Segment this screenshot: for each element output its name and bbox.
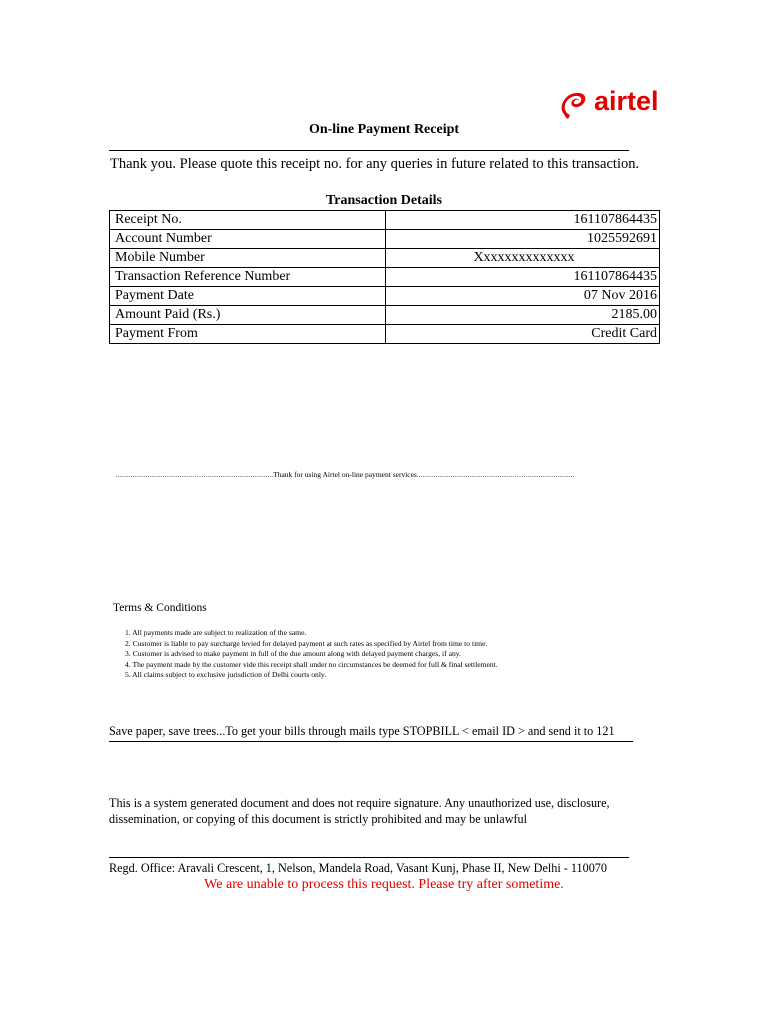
error-message: We are unable to process this request. Please try after sometime. bbox=[204, 877, 564, 892]
terms-title: Terms & Conditions bbox=[113, 602, 207, 614]
save-paper-text: Save paper, save trees...To get your bills through mails type STOPBILL < email ID > and send it to 121 bbox=[109, 724, 615, 738]
registered-office-text: Regd. Office: Aravali Crescent, 1, Nelson, Mandela Road, Vasant Kunj, Phase II, New Delhi - 110070 bbox=[109, 861, 607, 875]
transaction-reference-value: 161107864435 bbox=[386, 268, 660, 287]
list-item: 3. Customer is advised to make payment in full of the due amount along with delayed payment charges, if any. bbox=[125, 649, 461, 658]
thank-for-using-text: Thank for using Airtel on-line payment services bbox=[273, 470, 417, 479]
table-row bbox=[110, 306, 660, 325]
receipt-number-value: 161107864435 bbox=[386, 211, 660, 230]
row-label: Transaction Reference Number bbox=[110, 268, 386, 287]
airtel-swirl-icon bbox=[556, 88, 592, 124]
table-row bbox=[110, 249, 660, 268]
table-row bbox=[110, 287, 660, 306]
table-row bbox=[110, 325, 660, 344]
amount-paid-value: 2185.00 bbox=[386, 306, 660, 325]
list-item: 4. The payment made by the customer vide this receipt shall under no circumstances be deemed for full & final settlement. bbox=[125, 659, 498, 669]
save-paper-underline bbox=[109, 741, 633, 742]
dotted-leader: .................................................................................... bbox=[416, 470, 575, 479]
row-label: Receipt No. bbox=[110, 211, 386, 230]
account-number-value: 1025592691 bbox=[386, 230, 660, 249]
payment-date-value: 07 Nov 2016 bbox=[386, 287, 660, 306]
thank-you-text: Thank you. Please quote this receipt no. for any queries in future related to this transaction. bbox=[110, 156, 640, 172]
dotted-leader: .................................................................................... bbox=[115, 470, 274, 479]
table-row bbox=[110, 211, 660, 230]
row-label: Payment From bbox=[110, 325, 386, 344]
table-row bbox=[110, 230, 660, 249]
table-row bbox=[110, 268, 660, 287]
terms-list bbox=[125, 628, 498, 681]
row-label: Amount Paid (Rs.) bbox=[110, 306, 386, 325]
list-item: 2. Customer is liable to pay surcharge levied for delayed payment at such rates as specified by Airtel from time to time. bbox=[125, 638, 488, 648]
transaction-details-table bbox=[109, 210, 660, 344]
payment-from-value: Credit Card bbox=[386, 325, 660, 344]
transaction-details-title: Transaction Details bbox=[325, 193, 442, 208]
thank-you-dotted-line bbox=[115, 470, 575, 479]
row-label: Payment Date bbox=[110, 287, 386, 306]
list-item: 5. All claims subject to exclusive jurisdiction of Delhi courts only. bbox=[125, 670, 327, 679]
title-divider bbox=[109, 150, 629, 151]
list-item: 1. All payments made are subject to realization of the same. bbox=[125, 628, 307, 637]
row-label: Mobile Number bbox=[110, 249, 386, 268]
footer-divider bbox=[109, 857, 629, 858]
receipt-title: On-line Payment Receipt bbox=[308, 122, 460, 137]
system-notice-text: This is a system generated document and does not require signature. Any unauthorized use, disclosure, dissemination, or copying of this document is strictly prohibited and may be unlawful bbox=[109, 796, 610, 826]
row-label: Account Number bbox=[110, 230, 386, 249]
mobile-number-value: Xxxxxxxxxxxxxx bbox=[386, 249, 660, 268]
airtel-logo-text: airtel bbox=[594, 86, 659, 116]
